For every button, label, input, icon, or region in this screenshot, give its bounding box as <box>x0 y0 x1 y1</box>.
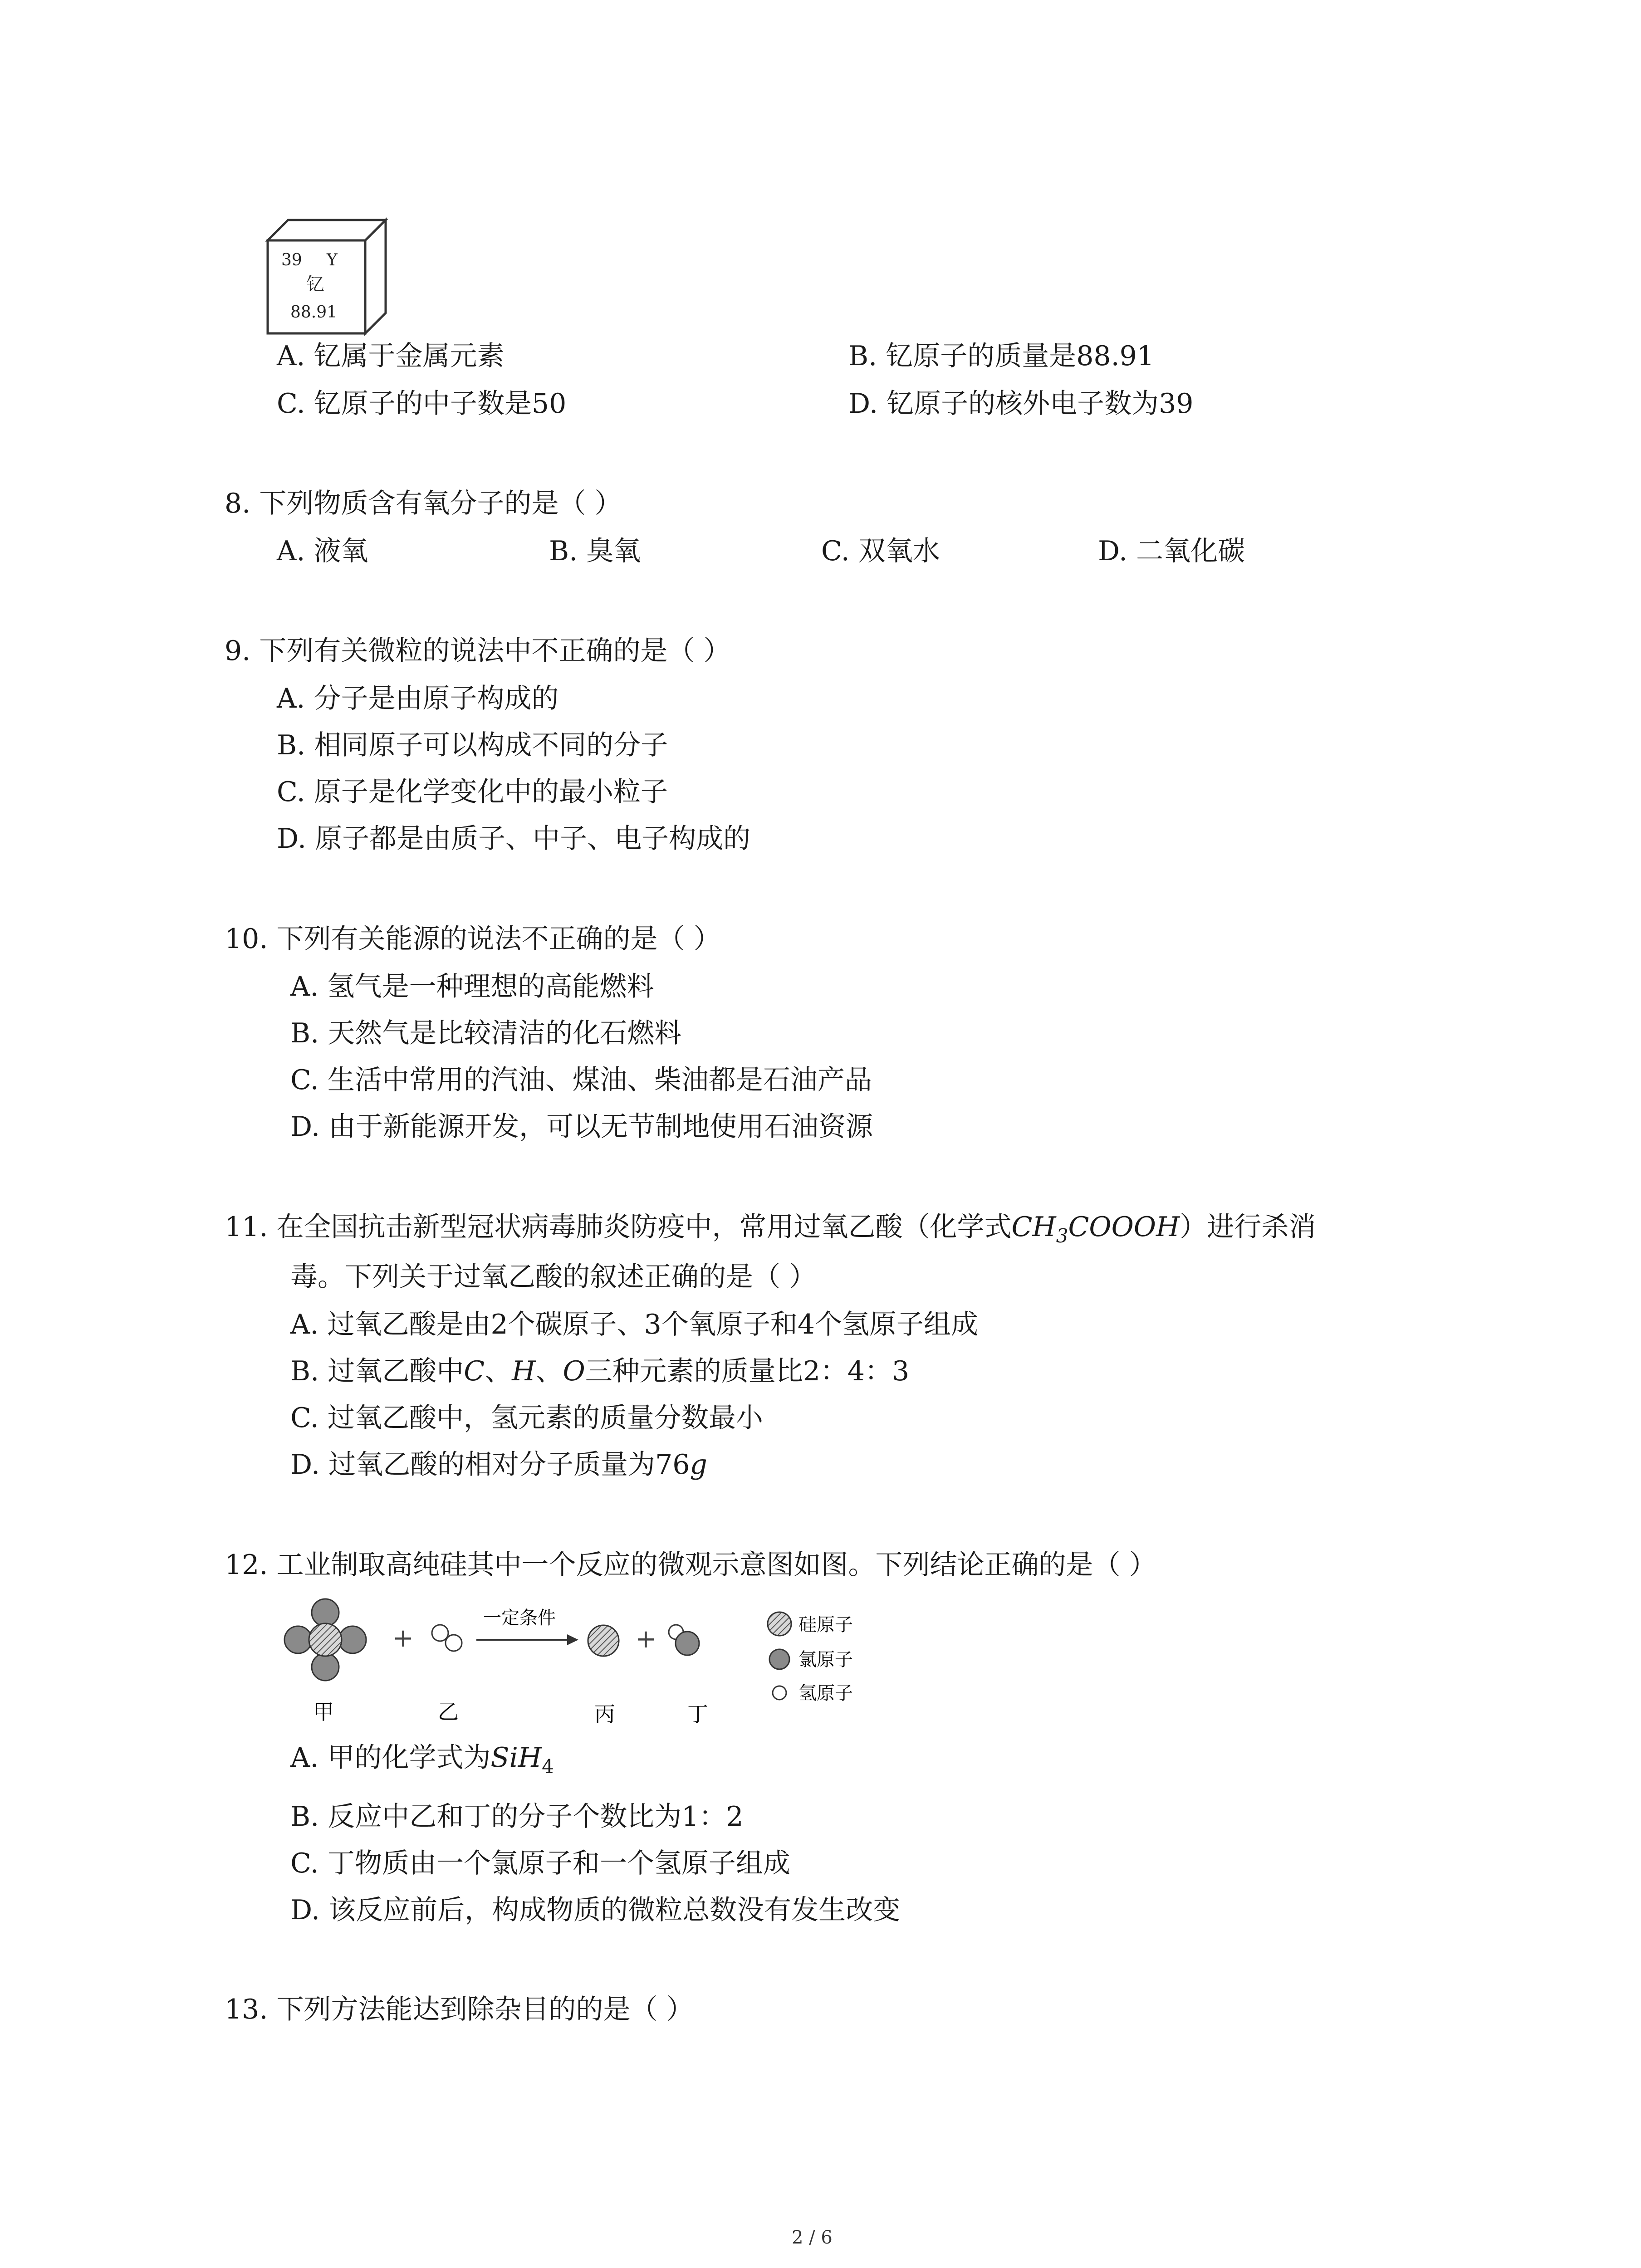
q12-option-a-formula: SiH <box>490 1742 542 1774</box>
q8-stem: 8. 下列物质含有氧分子的是（ ） <box>225 488 622 519</box>
q11-option-a: A. 过氧乙酸是由2个碳原子、3个氧原子和4个氢原子组成 <box>290 1309 978 1340</box>
legend-hydrogen: 氢原子 <box>798 1683 853 1704</box>
q8-option-a: A. 液氧 <box>277 535 368 567</box>
q11-stem-part1: 11. 在全国抗击新型冠状病毒肺炎防疫中，常用过氧乙酸（化学式 <box>225 1211 1012 1243</box>
q10-option-d: D. 由于新能源开发，可以无节制地使用石油资源 <box>290 1111 873 1143</box>
q11-option-b-prefix: B. 过氧乙酸中 <box>290 1355 464 1387</box>
arrow-condition: 一定条件 <box>483 1608 556 1628</box>
element-mass: 88.91 <box>290 303 338 322</box>
q11-formula-a: CH <box>1011 1211 1056 1243</box>
legend-silicon: 硅原子 <box>798 1614 853 1635</box>
q7-option-a: A. 钇属于金属元素 <box>277 340 505 372</box>
q9-option-b: B. 相同原子可以构成不同的分子 <box>277 729 668 761</box>
q7-option-b: B. 钇原子的质量是88.91 <box>848 340 1155 372</box>
label-bing: 丙 <box>594 1702 615 1726</box>
q10-option-b: B. 天然气是比较清洁的化石燃料 <box>290 1017 682 1049</box>
q12-option-c: C. 丁物质由一个氯原子和一个氢原子组成 <box>290 1848 790 1879</box>
q11-formula-b: COOOH <box>1068 1211 1180 1243</box>
q11-option-b <box>290 1353 909 1389</box>
q11-stem-part2: ）进行杀消 <box>1180 1211 1316 1243</box>
element-number: 39 <box>281 251 302 269</box>
diagram-legend <box>768 1612 853 1704</box>
q9-option-c: C. 原子是化学变化中的最小粒子 <box>277 776 668 808</box>
q8-option-b: B. 臭氧 <box>549 535 641 567</box>
q9-option-a: A. 分子是由原子构成的 <box>277 683 559 714</box>
q11-stem-line1 <box>225 1209 1316 1254</box>
q9-option-d: D. 原子都是由质子、中子、电子构成的 <box>277 823 751 855</box>
label-ding: 丁 <box>687 1702 708 1726</box>
q11-option-d <box>290 1447 707 1483</box>
q11-option-c: C. 过氧乙酸中，氢元素的质量分数最小 <box>290 1402 763 1434</box>
q11-option-b-h: H <box>512 1355 536 1387</box>
legend-silicon-swatch <box>768 1612 791 1636</box>
q11-option-b-sep1: 、 <box>485 1355 512 1387</box>
plus-sign-2: + <box>635 1624 656 1654</box>
molecule-jia <box>284 1599 366 1681</box>
molecule-bing <box>588 1625 619 1656</box>
element-symbol: Y <box>327 251 338 269</box>
legend-hydrogen-swatch <box>773 1686 786 1700</box>
q11-option-b-o: O <box>563 1355 585 1387</box>
q12-option-a-prefix: A. 甲的化学式为 <box>290 1742 491 1774</box>
element-name: 钇 <box>306 274 324 295</box>
q12-option-d: D. 该反应前后，构成物质的微粒总数没有发生改变 <box>290 1894 901 1926</box>
plus-sign-1: + <box>392 1623 414 1653</box>
q9-stem: 9. 下列有关微粒的说法中不正确的是（ ） <box>225 635 731 667</box>
q11-option-d-prefix: D. 过氧乙酸的相对分子质量为76 <box>290 1449 690 1481</box>
q11-option-b-suffix: 三种元素的质量比2：4：3 <box>585 1355 910 1387</box>
label-yi: 乙 <box>438 1700 459 1724</box>
q10-stem: 10. 下列有关能源的说法不正确的是（ ） <box>225 923 721 955</box>
q11-option-b-c: C <box>464 1355 485 1387</box>
q12-option-b: B. 反应中乙和丁的分子个数比为1：2 <box>290 1801 744 1833</box>
q7-option-c: C. 钇原子的中子数是50 <box>277 388 567 420</box>
q10-option-c: C. 生活中常用的汽油、煤油、柴油都是石油产品 <box>290 1064 872 1096</box>
q8-option-c: C. 双氧水 <box>821 535 940 567</box>
legend-chlorine-swatch <box>769 1649 789 1669</box>
q12-option-a-sub: 4 <box>542 1755 554 1778</box>
q11-option-d-unit: g <box>690 1449 707 1481</box>
legend-chlorine: 氯原子 <box>798 1649 853 1670</box>
q7-option-d: D. 钇原子的核外电子数为39 <box>848 388 1194 420</box>
element-card-yttrium <box>263 215 390 342</box>
q11-formula <box>1011 1211 1180 1247</box>
q8-option-d: D. 二氧化碳 <box>1098 535 1245 567</box>
q11-formula-sub: 3 <box>1056 1225 1068 1247</box>
q11-option-b-sep2: 、 <box>535 1355 563 1387</box>
molecule-ding <box>669 1625 699 1655</box>
molecule-yi <box>432 1625 462 1651</box>
q13-stem: 13. 下列方法能达到除杂目的的是（ ） <box>225 1994 694 2025</box>
reaction-arrow <box>476 1634 578 1645</box>
page-number: 2 / 6 <box>792 2227 833 2248</box>
label-jia: 甲 <box>313 1700 334 1724</box>
q12-stem: 12. 工业制取高纯硅其中一个反应的微观示意图如图。下列结论正确的是（ ） <box>225 1549 1156 1581</box>
q10-option-a: A. 氢气是一种理想的高能燃料 <box>290 971 654 1002</box>
reaction-diagram <box>277 1597 921 1733</box>
q12-option-a <box>290 1740 554 1785</box>
q11-stem-line2: 毒。下列关于过氧乙酸的叙述正确的是（ ） <box>290 1261 817 1293</box>
